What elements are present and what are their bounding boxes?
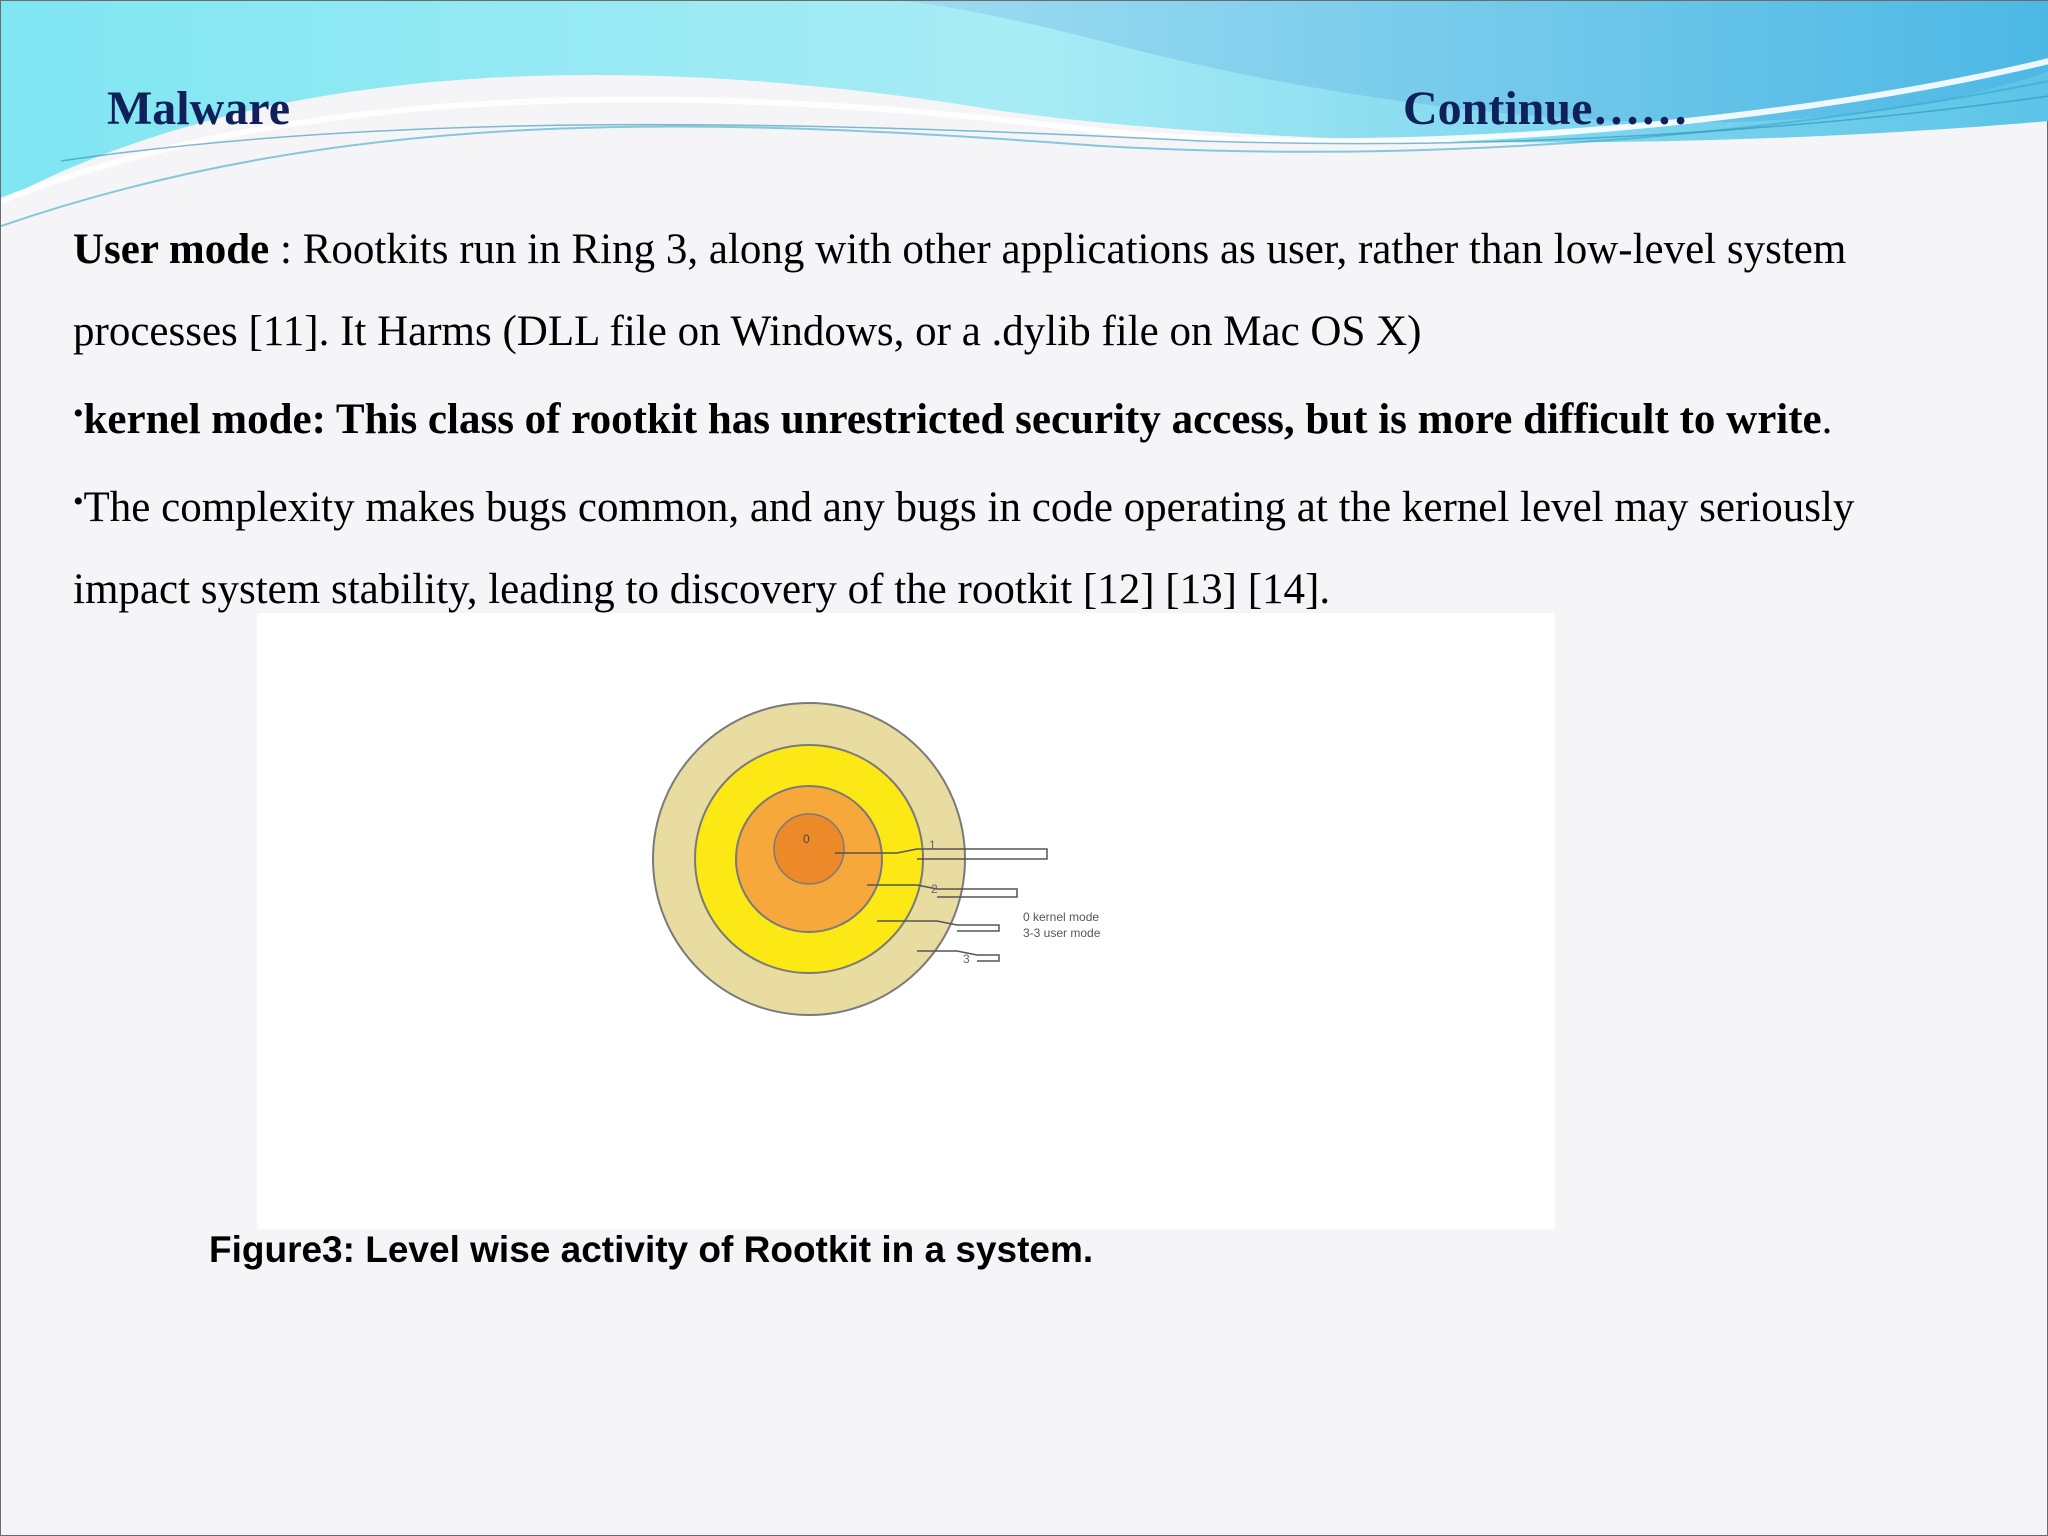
ring-label-1: 1 xyxy=(929,838,936,852)
complexity-bullet-line-2: impact system stability, leading to discovery of the rootkit [12] [13] [14]. xyxy=(73,566,1331,613)
kernel-mode-period: . xyxy=(1821,396,1833,443)
user-mode-line-1 xyxy=(73,209,1993,291)
complexity-text: The complexity makes bugs common, and any bugs in code operating at the kernel level may seriously xyxy=(83,484,1855,531)
ring-label-2: 2 xyxy=(931,882,938,896)
legend-kernel-mode: 0 kernel mode xyxy=(1023,910,1100,924)
user-mode-line-2: processes [11]. It Harms (DLL file on Windows, or a .dylib file on Mac OS X) xyxy=(73,308,1422,355)
ring-0-core xyxy=(774,814,844,884)
user-mode-term: User mode xyxy=(73,226,270,273)
slide-title-continue: Continue…… xyxy=(1403,82,1689,135)
ring-label-3: 3 xyxy=(963,952,970,966)
legend-user-mode: 3-3 user mode xyxy=(1023,926,1101,940)
slide-title: Malware xyxy=(107,82,291,135)
bullet-marker: • xyxy=(73,485,84,518)
user-mode-description: : Rootkits run in Ring 3, along with other applications as user, rather than low-level system xyxy=(269,226,1847,273)
figure-caption: Figure3: Level wise activity of Rootkit in a system. xyxy=(209,1229,1094,1270)
ring-label-0: 0 xyxy=(803,832,810,846)
complexity-bullet-line-1 xyxy=(73,461,1993,549)
protection-rings-diagram xyxy=(257,613,1555,1229)
bullet-marker: • xyxy=(73,397,84,430)
slide-body xyxy=(73,209,1993,631)
kernel-mode-text: kernel mode: This class of rootkit has unrestricted security access, but is more difficult to write xyxy=(83,396,1822,443)
header-wave-decoration xyxy=(1,1,2048,241)
kernel-mode-bullet xyxy=(73,373,1993,461)
figure-image xyxy=(257,613,1555,1229)
